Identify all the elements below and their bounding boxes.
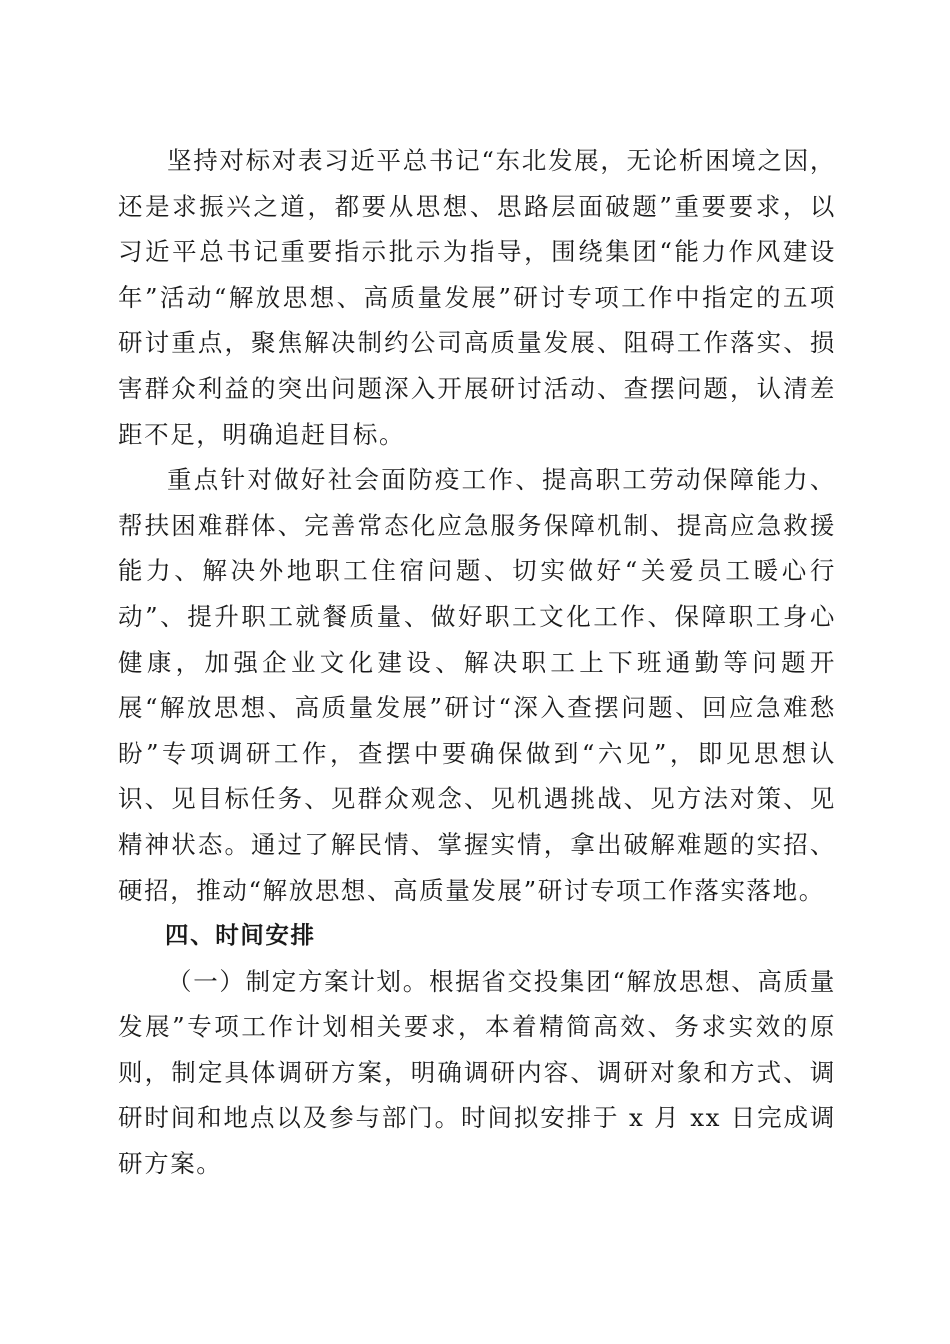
paragraph-benchmark-requirements: 坚持对标对表习近平总书记“东北发展，无论析困境之因，还是求振兴之道，都要从思想、思路层面破题”重要要求，以习近平总书记重要指示批示为指导，围绕集团“能力作风建设年”活动“解放思想、高质量发展”研讨专项工作中指定的五项研讨重点，聚焦解决制约公司高质量发展、阻碍工作落实、损害群众利益的突出问题深入开展研讨活动、查摆问题，认清差距不足，明确追赶目标。 — [118, 146, 836, 449]
paragraph-key-research-topics: 重点针对做好社会面防疫工作、提高职工劳动保障能力、帮扶困难群体、完善常态化应急服务保障机制、提高应急救援能力、解决外地职工住宿问题、切实做好“关爱员工暖心行动”、提升职工就餐质量、做好职工文化工作、保障职工身心健康，加强企业文化建设、解决职工上下班通勤等问题开展“解放思想、高质量发展”研讨“深入查摆问题、回应急难愁盼”专项调研工作，查摆中要确保做到“六见”，即见思想认识、见目标任务、见群众观念、见机遇挑战、见方法对策、见精神状态。通过了解民情、掌握实情，拿出破解难题的实招、硬招，推动“解放思想、高质量发展”研讨专项工作落实落地。 — [118, 465, 836, 905]
section-heading-schedule: 四、时间安排 — [165, 921, 316, 950]
paragraph-plan-formulation: （一）制定方案计划。根据省交投集团“解放思想、高质量发展”专项工作计划相关要求，本着精简高效、务求实效的原则，制定具体调研方案，明确调研内容、调研对象和方式、调研时间和地点以及参与部门。时间拟安排于 x 月 xx 日完成调研方案。 — [118, 966, 836, 1179]
document-body — [118, 138, 836, 1187]
